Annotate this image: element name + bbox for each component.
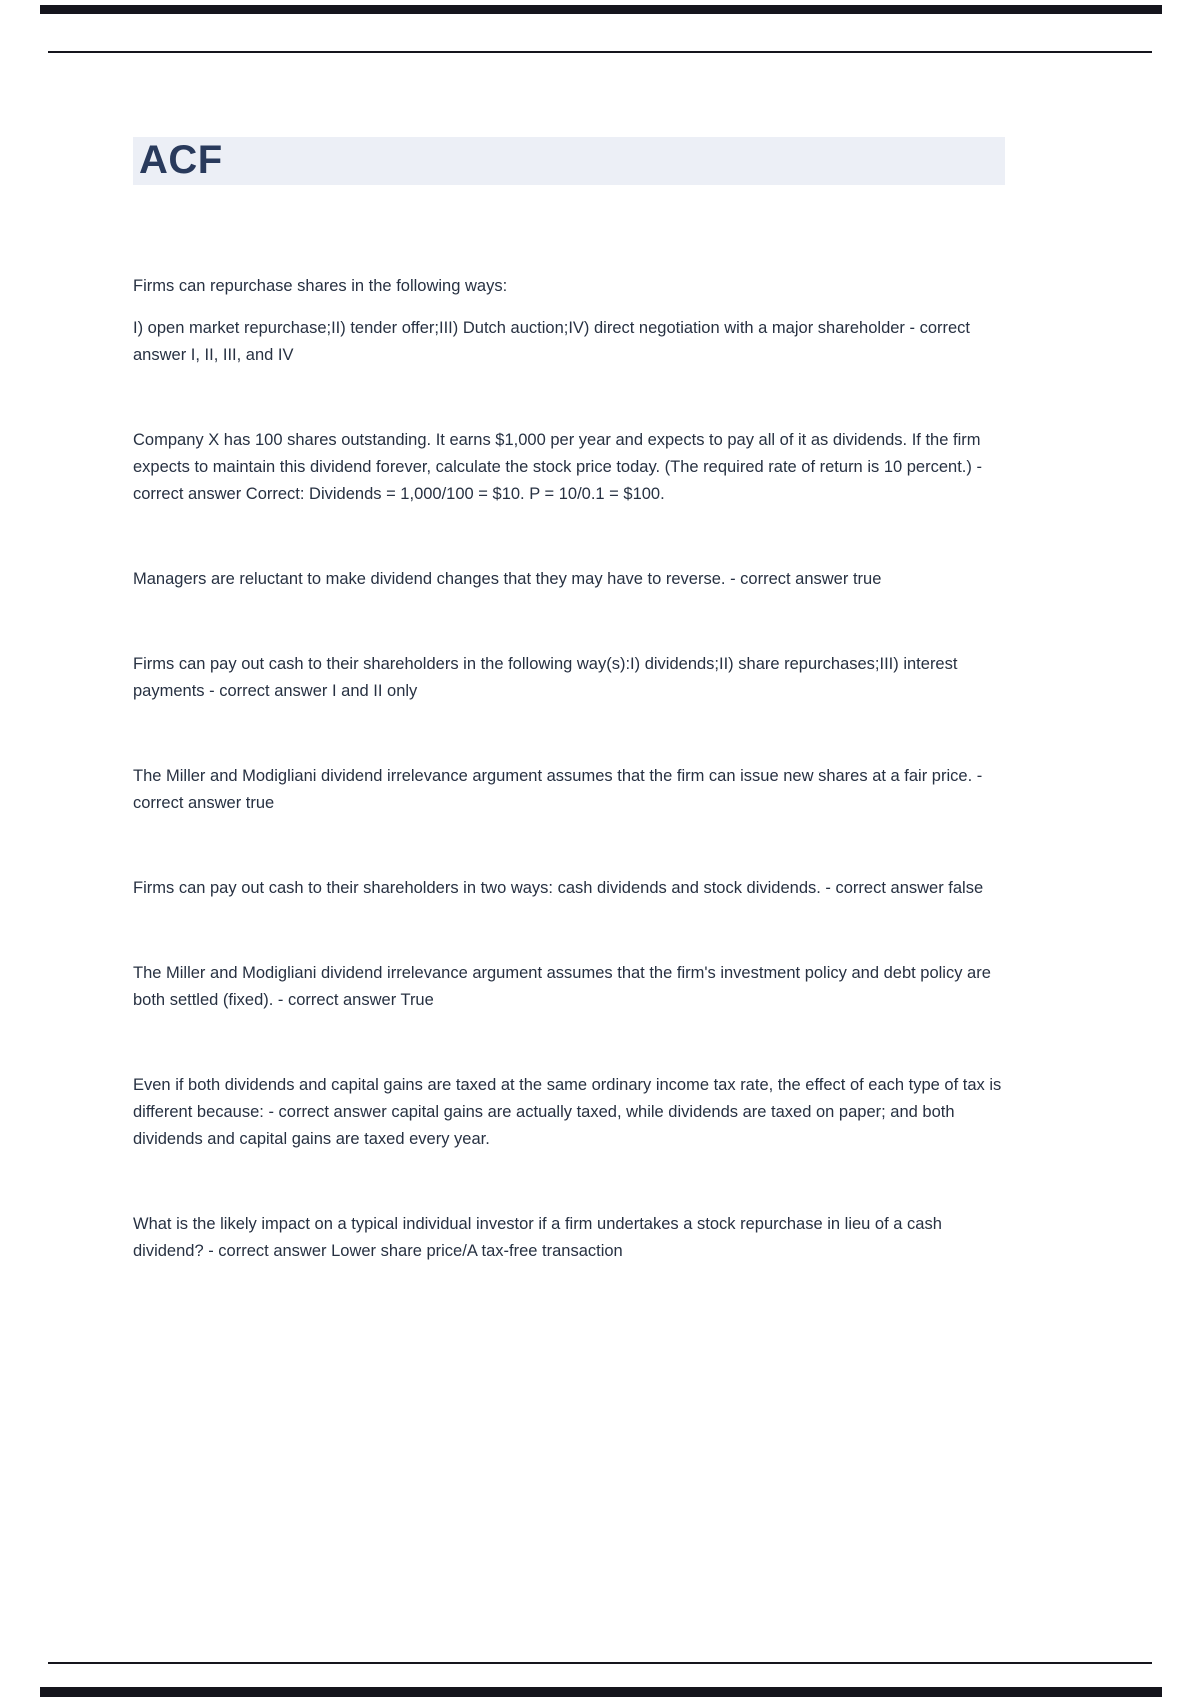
qa-paragraph: Even if both dividends and capital gains are taxed at the same ordinary income tax rate, the effect of each type of tax is different because: - correct answer capital gains are actually taxed, while dividends are taxed on paper; and both dividends and capital gains are taxed every year. xyxy=(133,1076,1002,1148)
qa-block xyxy=(133,1211,1005,1265)
qa-paragraph: Company X has 100 shares outstanding. It earns $1,000 per year and expects to pay all of it as dividends. If the firm expects to maintain this dividend forever, calculate the stock price today. (The required rate of return is 10 percent.) - correct answer Correct: Dividends = 1,000/100 = $10. P = 10/0.1 = $100. xyxy=(133,431,982,503)
qa-block xyxy=(133,763,1005,817)
top-divider-line xyxy=(48,51,1152,53)
title-highlight-band xyxy=(133,137,1005,185)
qa-block xyxy=(133,875,1005,902)
bottom-divider-line xyxy=(48,1662,1152,1664)
qa-block xyxy=(133,651,1005,705)
qa-paragraph: Firms can pay out cash to their shareholders in the following way(s):I) dividends;II) share repurchases;III) interest payments - correct answer I and II only xyxy=(133,655,958,700)
qa-paragraph: Managers are reluctant to make dividend changes that they may have to reverse. - correct answer true xyxy=(133,570,882,588)
qa-paragraph: The Miller and Modigliani dividend irrelevance argument assumes that the firm's investment policy and debt policy are both settled (fixed). - correct answer True xyxy=(133,964,991,1009)
qa-paragraph: Firms can pay out cash to their shareholders in two ways: cash dividends and stock dividends. - correct answer false xyxy=(133,879,984,897)
qa-paragraph: I) open market repurchase;II) tender offer;III) Dutch auction;IV) direct negotiation with a major shareholder - correct answer I, II, III, and IV xyxy=(133,319,971,364)
qa-block xyxy=(133,427,1005,508)
qa-paragraph: Firms can repurchase shares in the following ways: xyxy=(133,277,508,295)
qa-block xyxy=(133,566,1005,593)
qa-paragraph: What is the likely impact on a typical individual investor if a firm undertakes a stock repurchase in lieu of a cash dividend? - correct answer Lower share price/A tax-free transaction xyxy=(133,1215,942,1260)
page-content xyxy=(133,137,1005,1323)
bottom-border-bar xyxy=(40,1687,1162,1697)
qa-paragraph: The Miller and Modigliani dividend irrelevance argument assumes that the firm can issue new shares at a fair price. - correct answer true xyxy=(133,767,983,812)
qa-block xyxy=(133,1072,1005,1153)
page-title: ACF xyxy=(139,138,223,182)
qa-block xyxy=(133,960,1005,1014)
top-border-bar xyxy=(40,5,1162,14)
qa-block xyxy=(133,273,1005,369)
